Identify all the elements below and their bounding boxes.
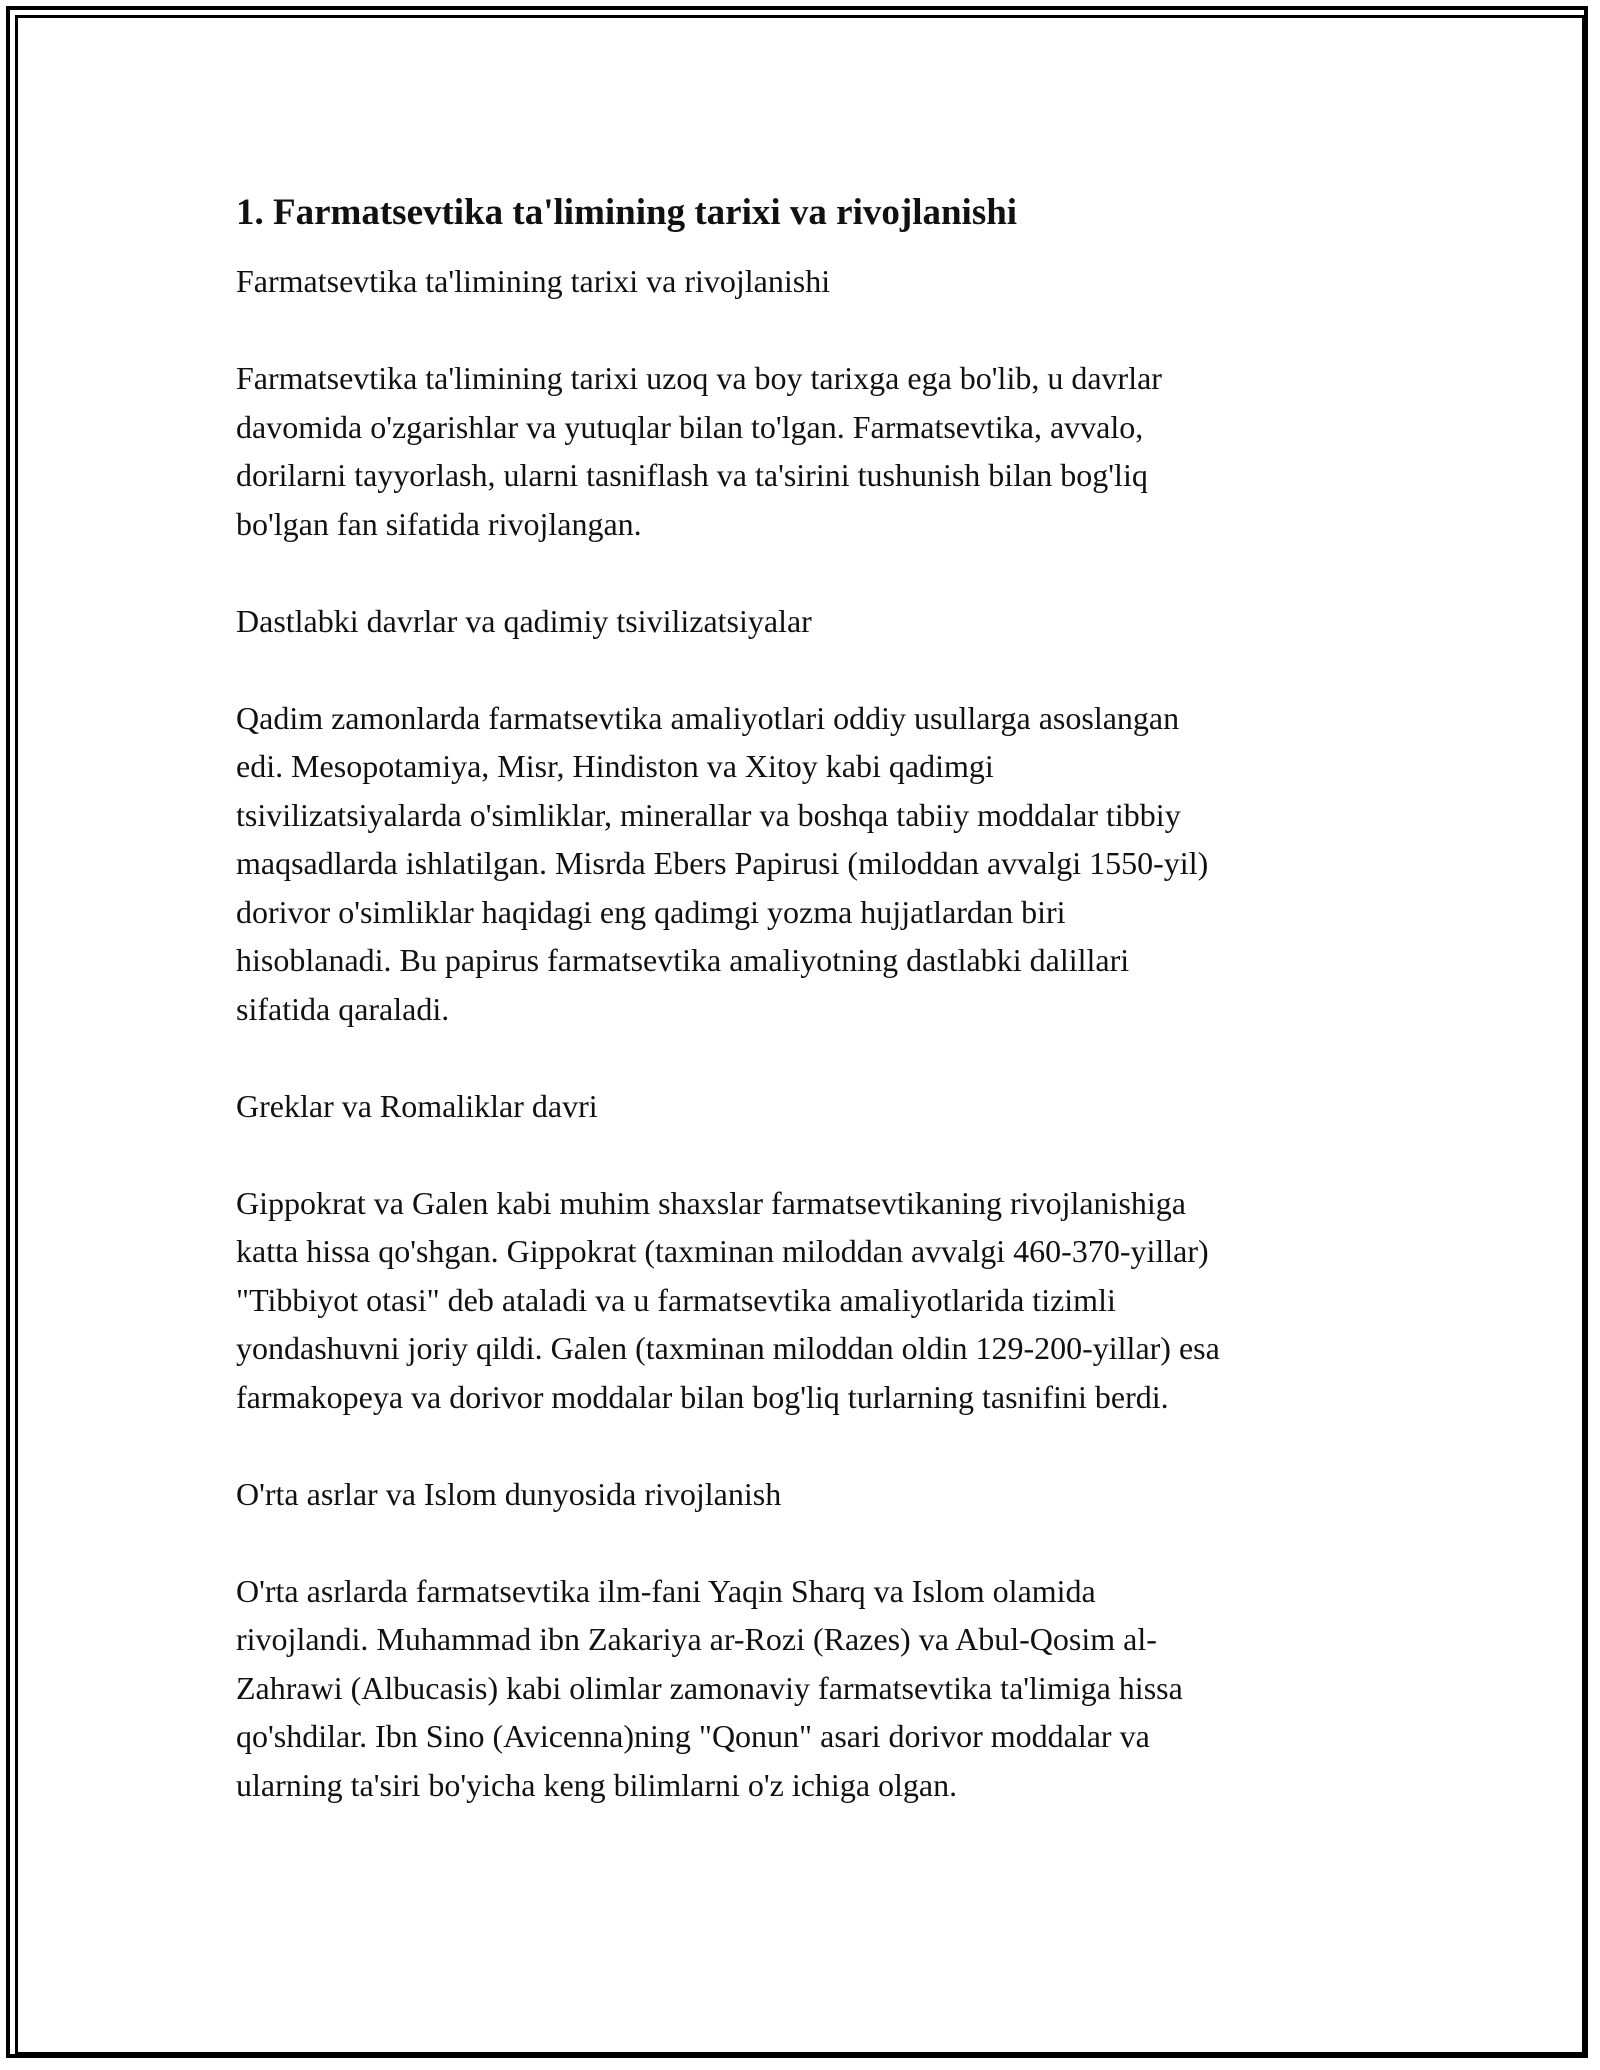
text-line: maqsadlarda ishlatilgan. Misrda Ebers Papirusi (miloddan avvalgi 1550-yil) <box>236 845 1209 881</box>
text-line: Dastlabki davrlar va qadimiy tsivilizatsiyalar <box>236 602 812 639</box>
text-line: edi. Mesopotamiya, Misr, Hindiston va Xitoy kabi qadimgi <box>236 748 994 784</box>
ancient-paragraph <box>236 694 1386 1034</box>
text-line: Gippokrat va Galen kabi muhim shaxslar farmatsevtikaning rivojlanishiga <box>236 1184 1186 1221</box>
subheading-ancient <box>236 597 1386 646</box>
text-line: Farmatsevtika ta'limining tarixi va rivojlanishi <box>236 263 831 299</box>
text-line: qo'shdilar. Ibn Sino (Avicenna)ning "Qonun" asari dorivor moddalar va <box>236 1718 1150 1754</box>
text-line: bo'lgan fan sifatida rivojlangan. <box>236 505 642 542</box>
text-line: O'rta asrlarda farmatsevtika ilm-fani Yaqin Sharq va Islom olamida <box>236 1572 1096 1609</box>
text-line: Farmatsevtika ta'limining tarixi uzoq va boy tarixga ega bo'lib, u davrlar <box>236 360 1162 396</box>
text-line: davomida o'zgarishlar va yutuqlar bilan to'lgan. Farmatsevtika, avvalo, <box>236 408 1144 445</box>
text-line: Greklar va Romaliklar davri <box>236 1087 598 1124</box>
intro-paragraph <box>236 354 1386 548</box>
text-line: sifatida qaraladi. <box>236 990 450 1027</box>
middle-ages-paragraph <box>236 1567 1386 1810</box>
text-line: ularning ta'siri bo'yicha keng bilimlarni o'z ichiga olgan. <box>236 1766 958 1803</box>
text-line: katta hissa qo'shgan. Gippokrat (taxminan miloddan avvalgi 460-370-yillar) <box>236 1233 1209 1269</box>
subheading-greek-roman <box>236 1082 1386 1131</box>
text-line: yondashuvni joriy qildi. Galen (taxminan miloddan oldin 129-200-yillar) esa <box>236 1330 1220 1366</box>
text-line: "Tibbiyot otasi" deb ataladi va u farmatsevtika amaliyotlarida tizimli <box>236 1281 1116 1318</box>
text-line: dorilarni tayyorlash, ularni tasniflash va ta'sirini tushunish bilan bog'liq <box>236 457 1148 493</box>
section-heading: 1. Farmatsevtika ta'limining tarixi va rivojlanishi <box>236 192 1018 233</box>
greek-roman-paragraph <box>236 1179 1386 1422</box>
text-line: farmakopeya va dorivor moddalar bilan bog'liq turlarning tasnifini berdi. <box>236 1378 1169 1415</box>
text-line: Zahrawi (Albucasis) kabi olimlar zamonaviy farmatsevtika ta'limiga hissa <box>236 1669 1183 1706</box>
text-line: rivojlandi. Muhammad ibn Zakariya ar-Rozi (Razes) va Abul-Qosim al- <box>236 1621 1157 1657</box>
text-line: O'rta asrlar va Islom dunyosida rivojlanish <box>236 1475 782 1512</box>
text-line: Qadim zamonlarda farmatsevtika amaliyotlari oddiy usullarga asoslangan <box>236 699 1180 736</box>
text-line: tsivilizatsiyalarda o'simliklar, minerallar va boshqa tabiiy moddalar tibbiy <box>236 796 1181 833</box>
subheading-middle-ages <box>236 1470 1386 1519</box>
text-line: hisoblanadi. Bu papirus farmatsevtika amaliyotning dastlabki dalillari <box>236 942 1130 978</box>
subtitle-paragraph <box>236 257 1386 306</box>
text-line: dorivor o'simliklar haqidagi eng qadimgi yozma hujjatlardan biri <box>236 893 1066 930</box>
document-content <box>236 185 1386 1858</box>
